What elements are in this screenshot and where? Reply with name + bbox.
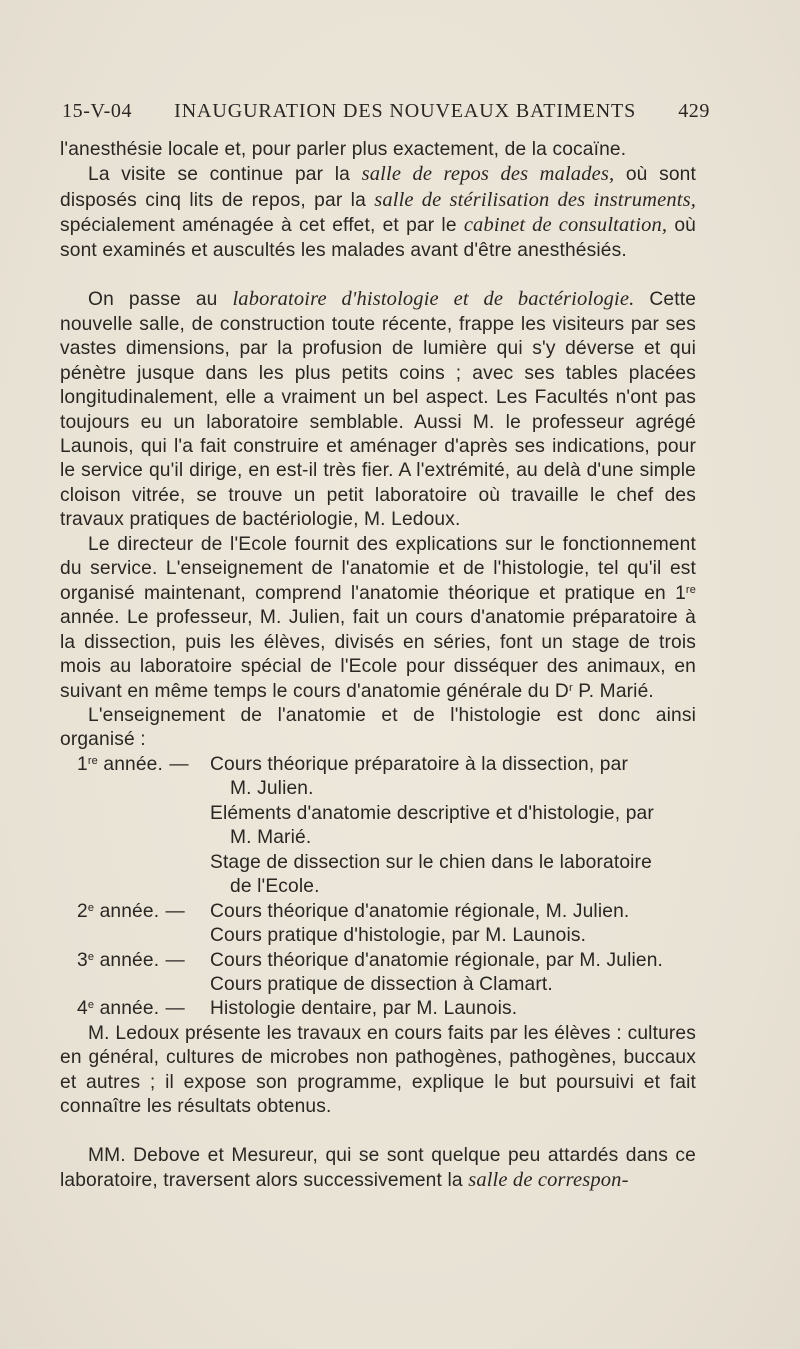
paragraph-visite: La visite se continue par la salle de repos des malades, où sont disposés cinq lits de repos, par la salle de stérilisation des instruments, spécialement aménagée à cet effet, et par le cabinet de consultation, où sont examinés et auscultés les malades avant d'être anesthésiés. bbox=[60, 163, 697, 261]
paragraph-debove: MM. Debove et Mesureur, qui se sont quelque peu attardés dans ce laboratoire, traversent alors successivement la salle de correspon- bbox=[60, 1144, 696, 1192]
paragraph-continued: l'anesthésie locale et, pour parler plus exactement, de la cocaïne. bbox=[60, 139, 627, 160]
header-title: INAUGURATION DES NOUVEAUX BATIMENTS bbox=[174, 100, 637, 122]
schedule-year-4: 4e année. — Histologie dentaire, par M. Launois. bbox=[77, 998, 518, 1020]
running-header bbox=[62, 100, 710, 123]
paragraph-enseignement: L'enseignement de l'anatomie et de l'histologie est donc ainsi organisé : bbox=[60, 704, 696, 751]
header-date: 15-V-04 bbox=[62, 100, 133, 122]
paragraph-directeur: Le directeur de l'Ecole fournit des explications sur le fonctionnement du service. L'enseignement de l'anatomie et de l'histologie, tel qu'il est organisé maintenant, comprend l'anatomie théorique et pratique en 1re année. Le professeur, M. Julien, fait un cours d'anatomie préparatoire à la dissection, puis les élèves, divisés en séries, font un stage de trois mois au laboratoire spécial de l'Ecole pour disséquer des animaux, en suivant en même temps le cours d'anatomie générale du $D^r$ P. Marié. bbox=[60, 533, 696, 702]
paragraph-laboratoire: On passe au laboratoire d'histologie et de bactériologie. Cette nouvelle salle, de construction toute récente, frappe les visiteurs par ses vastes dimensions, par la profusion de lumière qui s'y déverse et qui pénètre jusque dans les plus petits coins ; avec ses tables placées longitudinalement, elle a vraiment un bel aspect. Les Facultés n'ont pas toujours eu un laboratoire semblable. Aussi M. le professeur agrégé Launois, qui l'a fait construire et aménager d'après ses indications, pour le service qu'il dirige, en est-il très fier. A l'extrémité, au delà d'une simple cloison vitrée, se trouve un petit laboratoire où travaille le chef des travaux pratiques de bactériologie, M. Ledoux. bbox=[60, 288, 697, 531]
schedule-year-2: 2e année. — Cours théorique d'anatomie régionale, M. Julien. Cours pratique d'histologie, par M. Launois. bbox=[77, 900, 630, 947]
schedule-year-3: 3e année. — Cours théorique d'anatomie régionale, par M. Julien. Cours pratique de dissection à Clamart. bbox=[77, 949, 664, 995]
page-body bbox=[60, 138, 696, 1194]
paragraph-ledoux: M. Ledoux présente les travaux en cours faits par les élèves : cultures en général, cultures de microbes non pathogènes, pathogènes, buccaux et autres ; il expose son programme, explique le but poursuivi et fait connaître les résultats obtenus. bbox=[60, 1022, 696, 1118]
schedule-year-1: 1re année. — Cours théorique préparatoire à la dissection, par M. Julien. Eléments d'anatomie descriptive et d'histologie, par M. Marié. Stage de dissection sur le chien dans le laboratoire de l'Ecole. bbox=[77, 753, 654, 898]
page-number: 429 bbox=[678, 100, 710, 122]
course-schedule bbox=[60, 753, 696, 1022]
